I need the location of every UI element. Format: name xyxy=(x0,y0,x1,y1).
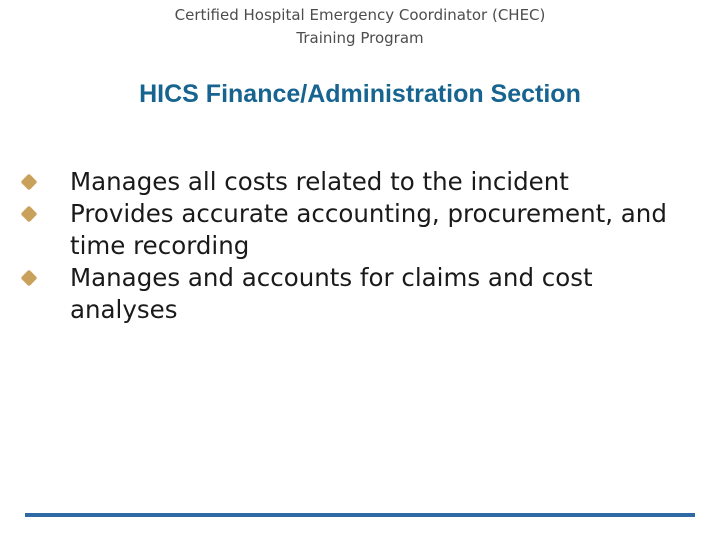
bullet-text: Manages and accounts for claims and cost analyses xyxy=(70,263,593,324)
diamond-bullet-icon xyxy=(21,174,38,191)
diamond-bullet-icon xyxy=(21,270,38,287)
slide-header xyxy=(0,4,720,50)
bullet-item xyxy=(70,262,700,326)
slide-title: HICS Finance/Administration Section xyxy=(139,80,581,108)
bullet-item xyxy=(70,166,700,198)
bullet-text: Manages all costs related to the incident xyxy=(70,167,569,196)
header-line-2: Training Program xyxy=(296,29,424,47)
bullet-item xyxy=(70,198,700,262)
bullet-text: Provides accurate accounting, procurement, and time recording xyxy=(70,199,667,260)
footer-divider xyxy=(25,513,695,517)
bullet-list xyxy=(70,166,700,326)
header-line-1: Certified Hospital Emergency Coordinator (CHEC) xyxy=(174,6,546,24)
diamond-bullet-icon xyxy=(21,206,38,223)
